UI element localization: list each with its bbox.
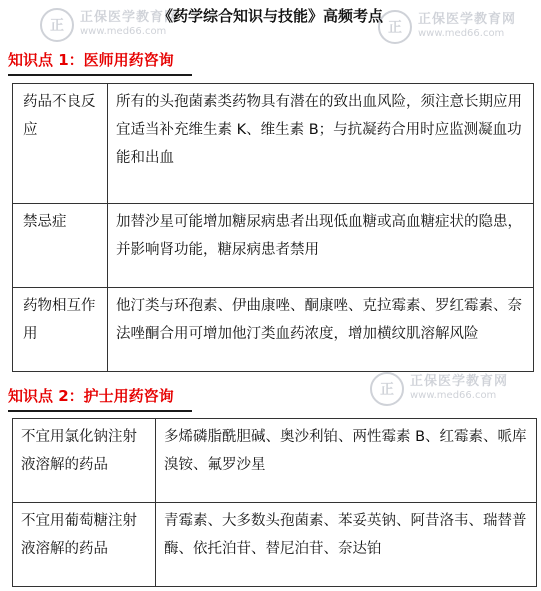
- knowledge-table-2: [12, 418, 537, 587]
- section-heading-2: [8, 386, 174, 406]
- table-row: [13, 503, 537, 587]
- section-heading-label: 知识点 2：护士用药咨询: [8, 387, 174, 405]
- row-term: 禁忌症: [13, 204, 108, 288]
- watermark-name: 正保医学教育网: [80, 10, 179, 25]
- row-content: 青霉素、大多数头孢菌素、苯妥英钠、阿昔洛韦、瑞替普酶、依托泊苷、替尼泊苷、奈达铂: [156, 503, 537, 587]
- row-content: 多烯磷脂酰胆碱、奥沙利铂、两性霉素 B、红霉素、哌库溴铵、氟罗沙星: [156, 419, 537, 503]
- section-heading-label: 知识点 1：医师用药咨询: [8, 51, 174, 69]
- row-term: 不宜用氯化钠注射液溶解的药品: [13, 419, 156, 503]
- watermark-logo-icon: 正: [378, 10, 412, 44]
- row-content: 所有的头孢菌素类药物具有潜在的致出血风险，须注意长期应用宜适当补充维生素 K、维生素 B；与抗凝药合用时应监测凝血功能和出血: [108, 84, 534, 204]
- watermark-url: www.med66.com: [418, 28, 505, 39]
- knowledge-table-1: [12, 83, 534, 372]
- watermark-logo-icon: 正: [370, 372, 404, 406]
- row-term: 药物相互作用: [13, 288, 108, 372]
- row-term: 不宜用葡萄糖注射液溶解的药品: [13, 503, 156, 587]
- heading-underline: [8, 410, 192, 412]
- watermark-url: www.med66.com: [80, 26, 167, 37]
- watermark-url: www.med66.com: [410, 390, 497, 401]
- heading-underline: [8, 74, 192, 76]
- row-term: 药品不良反应: [13, 84, 108, 204]
- table-row: [13, 84, 534, 204]
- watermark-name: 正保医学教育网: [418, 12, 517, 27]
- page-title: 《药学综合知识与技能》高频考点: [157, 7, 383, 25]
- row-content: 加替沙星可能增加糖尿病患者出现低血糖或高血糖症状的隐患，并影响肾功能，糖尿病患者禁用: [108, 204, 534, 288]
- section-heading-1: [8, 50, 174, 70]
- table-row: [13, 419, 537, 503]
- watermark-name: 正保医学教育网: [410, 374, 509, 389]
- watermark: [370, 372, 508, 406]
- watermark-logo-icon: 正: [40, 8, 74, 42]
- table-row: [13, 288, 534, 372]
- table-row: [13, 204, 534, 288]
- row-content: 他汀类与环孢素、伊曲康唑、酮康唑、克拉霉素、罗红霉素、奈法唑酮合用可增加他汀类血药浓度，增加横纹肌溶解风险: [108, 288, 534, 372]
